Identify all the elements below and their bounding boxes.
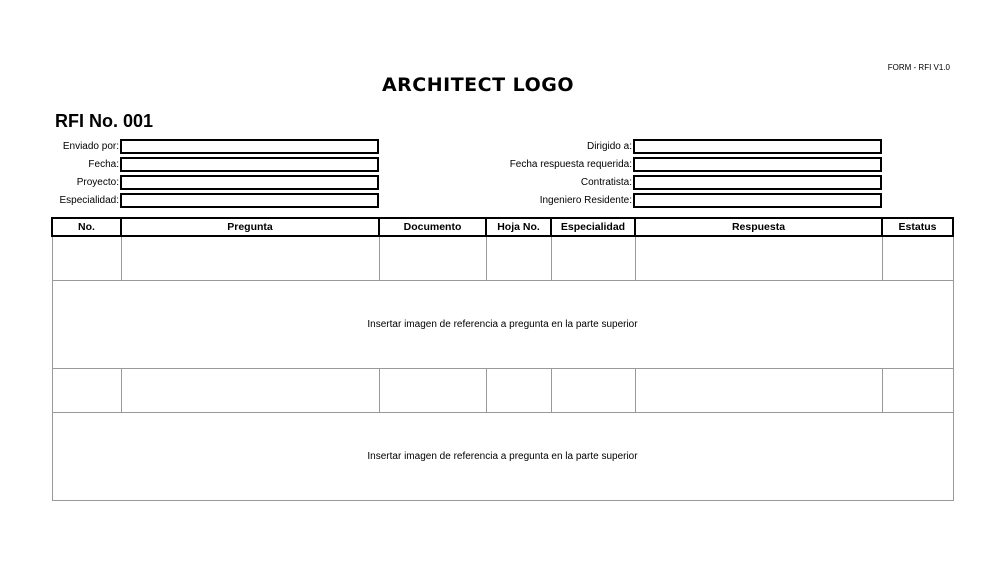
header-estatus: Estatus: [882, 218, 953, 236]
field-row-ingeniero-residente: [490, 191, 882, 209]
field-row-contratista: [490, 173, 882, 191]
header-pregunta: Pregunta: [121, 218, 379, 236]
header-respuesta: Respuesta: [635, 218, 882, 236]
header-especialidad: Especialidad: [551, 218, 635, 236]
field-label-dirigido-a: Dirigido a:: [586, 140, 632, 152]
field-label-especialidad: Especialidad:: [59, 194, 119, 206]
cell-documento[interactable]: [379, 236, 486, 281]
dirigido-a-field[interactable]: [633, 139, 882, 154]
contratista-field[interactable]: [633, 175, 882, 190]
rfi-table: [51, 217, 954, 501]
form-code: FORM - RFI V1.0: [887, 63, 950, 72]
table-header-row: [52, 218, 953, 236]
cell-estatus[interactable]: [882, 369, 953, 413]
right-field-group: [490, 137, 882, 209]
field-label-contratista: Contratista:: [580, 176, 632, 188]
image-row: [52, 281, 953, 369]
ingeniero-residente-field[interactable]: [633, 193, 882, 208]
cell-no[interactable]: [52, 236, 121, 281]
field-row-fecha: [55, 155, 379, 173]
field-label-enviado-por: Enviado por:: [62, 140, 119, 152]
field-row-fecha-respuesta: [490, 155, 882, 173]
field-label-fecha-respuesta: Fecha respuesta requerida:: [509, 158, 632, 170]
cell-no[interactable]: [52, 369, 121, 413]
header-no: No.: [52, 218, 121, 236]
field-label-ingeniero-residente: Ingeniero Residente:: [539, 194, 632, 206]
cell-especialidad[interactable]: [551, 369, 635, 413]
cell-hoja-no[interactable]: [486, 236, 551, 281]
cell-respuesta[interactable]: [635, 236, 882, 281]
especialidad-field[interactable]: [120, 193, 379, 208]
cell-documento[interactable]: [379, 369, 486, 413]
field-row-dirigido-a: [490, 137, 882, 155]
header-hoja-no: Hoja No.: [486, 218, 551, 236]
cell-pregunta[interactable]: [121, 369, 379, 413]
header-documento: Documento: [379, 218, 486, 236]
proyecto-field[interactable]: [120, 175, 379, 190]
table-row: [52, 369, 953, 413]
architect-logo: ARCHITECT LOGO: [381, 74, 575, 96]
fecha-respuesta-field[interactable]: [633, 157, 882, 172]
field-row-especialidad: [55, 191, 379, 209]
table-row: [52, 236, 953, 281]
enviado-por-field[interactable]: [120, 139, 379, 154]
image-placeholder[interactable]: Insertar imagen de referencia a pregunta en la parte superior: [52, 281, 953, 369]
image-placeholder[interactable]: Insertar imagen de referencia a pregunta en la parte superior: [52, 413, 953, 501]
field-row-proyecto: [55, 173, 379, 191]
cell-pregunta[interactable]: [121, 236, 379, 281]
image-row: [52, 413, 953, 501]
rfi-title: RFI No. 001: [55, 111, 154, 131]
field-label-fecha: Fecha:: [88, 158, 119, 170]
cell-estatus[interactable]: [882, 236, 953, 281]
field-label-proyecto: Proyecto:: [76, 176, 119, 188]
cell-hoja-no[interactable]: [486, 369, 551, 413]
field-row-enviado-por: [55, 137, 379, 155]
fecha-field[interactable]: [120, 157, 379, 172]
cell-especialidad[interactable]: [551, 236, 635, 281]
cell-respuesta[interactable]: [635, 369, 882, 413]
left-field-group: [55, 137, 379, 209]
